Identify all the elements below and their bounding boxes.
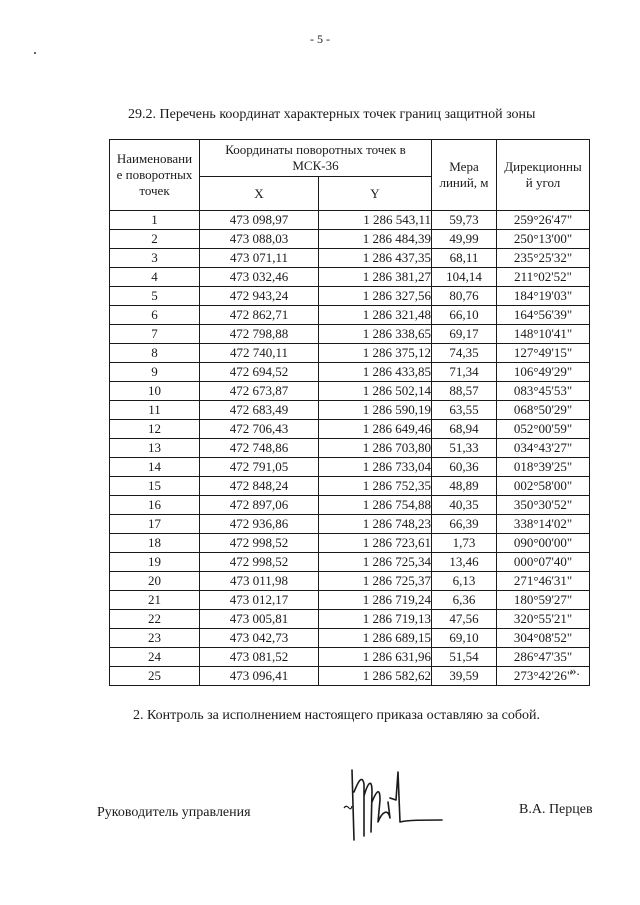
- point-number-cell: 25: [110, 667, 200, 686]
- point-number-cell: 1: [110, 211, 200, 230]
- y-coordinate-cell: 1 286 375,12: [319, 344, 432, 363]
- coordinates-table: [109, 139, 590, 686]
- x-coordinate-cell: 472 998,52: [200, 534, 319, 553]
- point-number-cell: 20: [110, 572, 200, 591]
- point-number-cell: 3: [110, 249, 200, 268]
- point-number-cell: 5: [110, 287, 200, 306]
- point-number-cell: 19: [110, 553, 200, 572]
- direction-angle-cell: 083°45'53": [497, 382, 590, 401]
- table-row: [110, 344, 590, 363]
- table-body: [110, 211, 590, 686]
- y-coordinate-cell: 1 286 725,37: [319, 572, 432, 591]
- direction-angle-cell: 164°56'39": [497, 306, 590, 325]
- table-row: [110, 648, 590, 667]
- direction-angle-cell: 250°13'00": [497, 230, 590, 249]
- y-coordinate-cell: 1 286 631,96: [319, 648, 432, 667]
- x-coordinate-cell: 472 943,24: [200, 287, 319, 306]
- point-number-cell: 13: [110, 439, 200, 458]
- point-number-cell: 18: [110, 534, 200, 553]
- x-coordinate-cell: 472 694,52: [200, 363, 319, 382]
- x-coordinate-cell: 472 936,86: [200, 515, 319, 534]
- y-coordinate-cell: 1 286 484,39: [319, 230, 432, 249]
- point-number-cell: 11: [110, 401, 200, 420]
- point-number-cell: 7: [110, 325, 200, 344]
- line-length-cell: 51,33: [432, 439, 497, 458]
- table-row: [110, 629, 590, 648]
- line-length-cell: 80,76: [432, 287, 497, 306]
- y-coordinate-cell: 1 286 725,34: [319, 553, 432, 572]
- x-coordinate-cell: 472 740,11: [200, 344, 319, 363]
- line-length-cell: 1,73: [432, 534, 497, 553]
- x-coordinate-cell: 473 081,52: [200, 648, 319, 667]
- y-coordinate-cell: 1 286 748,23: [319, 515, 432, 534]
- direction-angle-cell: 018°39'25": [497, 458, 590, 477]
- header-line-length: [432, 140, 497, 211]
- handwritten-signature: [338, 762, 446, 848]
- table-row: [110, 363, 590, 382]
- point-number-cell: 6: [110, 306, 200, 325]
- y-coordinate-cell: 1 286 703,80: [319, 439, 432, 458]
- table-row: [110, 249, 590, 268]
- x-coordinate-cell: 473 071,11: [200, 249, 319, 268]
- line-length-cell: 6,13: [432, 572, 497, 591]
- line-length-cell: 13,46: [432, 553, 497, 572]
- x-coordinate-cell: 473 088,03: [200, 230, 319, 249]
- y-coordinate-cell: 1 286 543,11: [319, 211, 432, 230]
- x-coordinate-cell: 472 706,43: [200, 420, 319, 439]
- direction-angle-cell: 211°02'52": [497, 268, 590, 287]
- line-length-cell: 68,11: [432, 249, 497, 268]
- direction-angle-cell: 350°30'52": [497, 496, 590, 515]
- direction-angle-cell: 259°26'47": [497, 211, 590, 230]
- table-row: [110, 667, 590, 686]
- line-length-cell: 88,57: [432, 382, 497, 401]
- y-coordinate-cell: 1 286 733,04: [319, 458, 432, 477]
- line-length-cell: 47,56: [432, 610, 497, 629]
- y-coordinate-cell: 1 286 321,48: [319, 306, 432, 325]
- x-coordinate-cell: 473 042,73: [200, 629, 319, 648]
- point-number-cell: 16: [110, 496, 200, 515]
- y-coordinate-cell: 1 286 433,85: [319, 363, 432, 382]
- table-row: [110, 572, 590, 591]
- y-coordinate-cell: 1 286 327,56: [319, 287, 432, 306]
- line-length-cell: 104,14: [432, 268, 497, 287]
- y-coordinate-cell: 1 286 723,61: [319, 534, 432, 553]
- direction-angle-cell: 068°50'29": [497, 401, 590, 420]
- point-number-cell: 10: [110, 382, 200, 401]
- x-coordinate-cell: 472 897,06: [200, 496, 319, 515]
- table-row: [110, 534, 590, 553]
- table-row: [110, 553, 590, 572]
- x-coordinate-cell: 472 798,88: [200, 325, 319, 344]
- header-coordinates: [200, 140, 432, 177]
- direction-angle-cell: 090°00'00": [497, 534, 590, 553]
- x-coordinate-cell: 472 683,49: [200, 401, 319, 420]
- x-coordinate-cell: 472 998,52: [200, 553, 319, 572]
- x-coordinate-cell: 472 791,05: [200, 458, 319, 477]
- table-row: [110, 477, 590, 496]
- direction-angle-cell: 002°58'00": [497, 477, 590, 496]
- direction-angle-cell: 304°08'52": [497, 629, 590, 648]
- table-row: [110, 211, 590, 230]
- x-coordinate-cell: 472 748,86: [200, 439, 319, 458]
- table-row: [110, 439, 590, 458]
- x-coordinate-cell: 472 862,71: [200, 306, 319, 325]
- direction-angle-cell: 286°47'35": [497, 648, 590, 667]
- signer-name: В.А. Перцев: [519, 802, 593, 817]
- x-coordinate-cell: 472 848,24: [200, 477, 319, 496]
- point-number-cell: 12: [110, 420, 200, 439]
- point-number-cell: 22: [110, 610, 200, 629]
- direction-angle-cell: 034°43'27": [497, 439, 590, 458]
- table-row: [110, 325, 590, 344]
- header-x: X: [200, 177, 319, 211]
- direction-angle-cell: 148°10'41": [497, 325, 590, 344]
- y-coordinate-cell: 1 286 752,35: [319, 477, 432, 496]
- y-coordinate-cell: 1 286 590,19: [319, 401, 432, 420]
- x-coordinate-cell: 473 098,97: [200, 211, 319, 230]
- table-row: [110, 287, 590, 306]
- line-length-cell: 68,94: [432, 420, 497, 439]
- direction-angle-cell: 052°00'59": [497, 420, 590, 439]
- table-header-row: [110, 140, 590, 177]
- line-length-cell: 40,35: [432, 496, 497, 515]
- y-coordinate-cell: 1 286 338,65: [319, 325, 432, 344]
- point-number-cell: 8: [110, 344, 200, 363]
- direction-angle-cell: 000°07'40": [497, 553, 590, 572]
- y-coordinate-cell: 1 286 719,24: [319, 591, 432, 610]
- line-length-cell: 69,10: [432, 629, 497, 648]
- line-length-cell: 39,59: [432, 667, 497, 686]
- header-line-length-text: Мера линий, м: [439, 159, 489, 190]
- scan-speck: [34, 52, 36, 54]
- table-row: [110, 591, 590, 610]
- point-number-cell: 17: [110, 515, 200, 534]
- point-number-cell: 23: [110, 629, 200, 648]
- table-row: [110, 382, 590, 401]
- direction-angle-cell: 271°46'31": [497, 572, 590, 591]
- table-row: [110, 420, 590, 439]
- x-coordinate-cell: 473 011,98: [200, 572, 319, 591]
- y-coordinate-cell: 1 286 754,88: [319, 496, 432, 515]
- point-number-cell: 15: [110, 477, 200, 496]
- header-point-name-text: Наименование поворотных точек: [116, 151, 193, 198]
- table-row: [110, 515, 590, 534]
- point-number-cell: 24: [110, 648, 200, 667]
- table-row: [110, 306, 590, 325]
- order-clause: 2. Контроль за исполнением настоящего приказа оставляю за собой.: [133, 708, 541, 723]
- y-coordinate-cell: 1 286 649,46: [319, 420, 432, 439]
- x-coordinate-cell: 473 032,46: [200, 268, 319, 287]
- table-row: [110, 458, 590, 477]
- line-length-cell: 71,34: [432, 363, 497, 382]
- line-length-cell: 66,39: [432, 515, 497, 534]
- y-coordinate-cell: 1 286 689,15: [319, 629, 432, 648]
- direction-angle-cell: 338°14'02": [497, 515, 590, 534]
- direction-angle-cell: 127°49'15": [497, 344, 590, 363]
- header-direction-angle-text: Дирекционный угол: [504, 159, 582, 190]
- section-heading: 29.2. Перечень координат характерных точек границ защитной зоны: [128, 107, 536, 122]
- direction-angle-cell: 184°19'03": [497, 287, 590, 306]
- table-row: [110, 610, 590, 629]
- direction-angle-cell: 320°55'21": [497, 610, 590, 629]
- page-number: - 5 -: [310, 32, 330, 46]
- header-y: Y: [319, 177, 432, 211]
- line-length-cell: 63,55: [432, 401, 497, 420]
- line-length-cell: 51,54: [432, 648, 497, 667]
- table-row: [110, 230, 590, 249]
- line-length-cell: 74,35: [432, 344, 497, 363]
- point-number-cell: 21: [110, 591, 200, 610]
- x-coordinate-cell: 472 673,87: [200, 382, 319, 401]
- direction-angle-cell: 106°49'29": [497, 363, 590, 382]
- point-number-cell: 14: [110, 458, 200, 477]
- line-length-cell: 69,17: [432, 325, 497, 344]
- line-length-cell: 66,10: [432, 306, 497, 325]
- table-row: [110, 496, 590, 515]
- direction-angle-cell: 273°42'26": [497, 667, 590, 686]
- x-coordinate-cell: 473 012,17: [200, 591, 319, 610]
- line-length-cell: 48,89: [432, 477, 497, 496]
- header-direction-angle: [497, 140, 590, 211]
- y-coordinate-cell: 1 286 437,35: [319, 249, 432, 268]
- direction-angle-cell: 235°25'32": [497, 249, 590, 268]
- point-number-cell: 4: [110, 268, 200, 287]
- direction-angle-cell: 180°59'27": [497, 591, 590, 610]
- signer-role: Руководитель управления: [97, 805, 251, 820]
- y-coordinate-cell: 1 286 719,13: [319, 610, 432, 629]
- closing-quote: ».: [570, 663, 580, 678]
- line-length-cell: 49,99: [432, 230, 497, 249]
- table-row: [110, 268, 590, 287]
- point-number-cell: 2: [110, 230, 200, 249]
- y-coordinate-cell: 1 286 502,14: [319, 382, 432, 401]
- x-coordinate-cell: 473 005,81: [200, 610, 319, 629]
- x-coordinate-cell: 473 096,41: [200, 667, 319, 686]
- table-row: [110, 401, 590, 420]
- line-length-cell: 6,36: [432, 591, 497, 610]
- header-point-name: [110, 140, 200, 211]
- y-coordinate-cell: 1 286 381,27: [319, 268, 432, 287]
- line-length-cell: 60,36: [432, 458, 497, 477]
- y-coordinate-cell: 1 286 582,62: [319, 667, 432, 686]
- point-number-cell: 9: [110, 363, 200, 382]
- header-coordinates-text: Координаты поворотных точек в МСК-36: [225, 142, 406, 173]
- line-length-cell: 59,73: [432, 211, 497, 230]
